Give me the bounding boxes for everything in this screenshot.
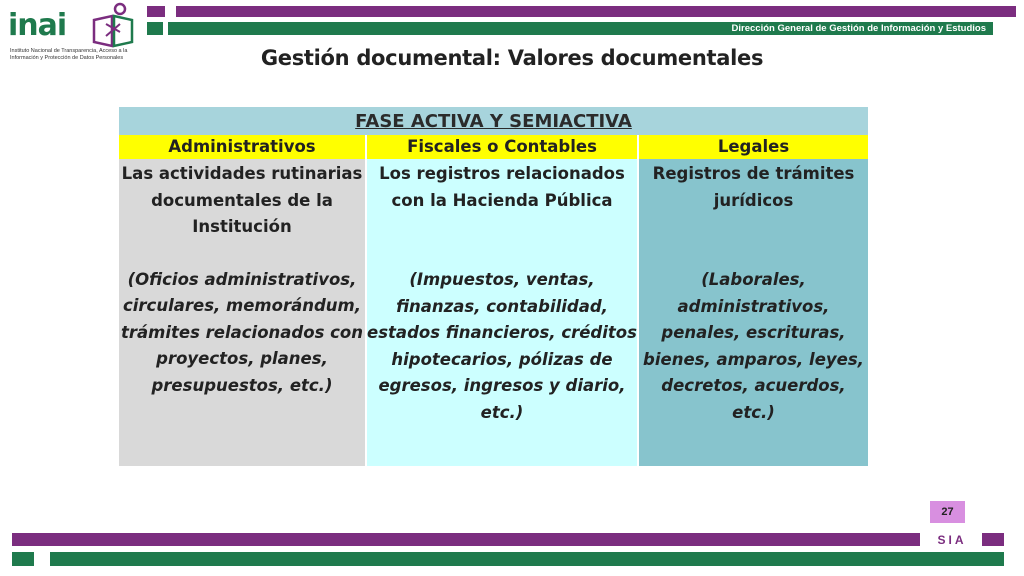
examples-text: (Oficios administrativos, circulares, memorándum, trámites relacionados con proyectos, planes, presupuestos, etc.) bbox=[121, 269, 363, 395]
category-fiscales: Fiscales o Contables bbox=[365, 135, 639, 159]
page-number: 27 bbox=[930, 501, 965, 523]
logo-wordmark: inai bbox=[8, 8, 67, 43]
description-text: Registros de trámites jurídicos bbox=[652, 164, 855, 210]
category-legales: Legales bbox=[639, 135, 868, 159]
header-green-square bbox=[147, 22, 163, 35]
cell-fiscales bbox=[365, 159, 639, 466]
description-text: Los registros relacionados con la Hacienda Pública bbox=[379, 164, 625, 210]
footer-purple-bar bbox=[12, 533, 920, 546]
header-purple-bar bbox=[176, 6, 1016, 17]
logo-figure-icon bbox=[90, 2, 136, 50]
values-table bbox=[119, 107, 868, 466]
footer-purple-square bbox=[982, 533, 1004, 546]
category-row bbox=[119, 135, 868, 159]
cell-legales bbox=[639, 159, 868, 466]
footer-green-square bbox=[12, 552, 34, 566]
slide-title: Gestión documental: Valores documentales bbox=[260, 46, 764, 70]
footer-green-bar bbox=[50, 552, 1004, 566]
department-label: Dirección General de Gestión de Información y Estudios bbox=[731, 23, 986, 34]
header-purple-square bbox=[147, 6, 165, 17]
cell-administrativos bbox=[119, 159, 365, 466]
table-header: FASE ACTIVA Y SEMIACTIVA bbox=[119, 107, 868, 135]
sia-brand: SIA bbox=[937, 533, 967, 547]
examples-text: (Impuestos, ventas, finanzas, contabilidad, estados financieros, créditos hipotecarios, pólizas de egresos, ingresos y diario, etc.) bbox=[367, 270, 637, 422]
description-text: Las actividades rutinarias documentales de la Institución bbox=[121, 164, 363, 236]
logo-subtitle: Instituto Nacional de Transparencia, Acceso a la Información y Protección de Datos Personales bbox=[10, 48, 128, 61]
examples-text: (Laborales, administrativos, penales, escrituras, bienes, amparos, leyes, decretos, acuerdos, etc.) bbox=[643, 270, 864, 422]
category-administrativos: Administrativos bbox=[119, 135, 365, 159]
body-row bbox=[119, 159, 868, 466]
